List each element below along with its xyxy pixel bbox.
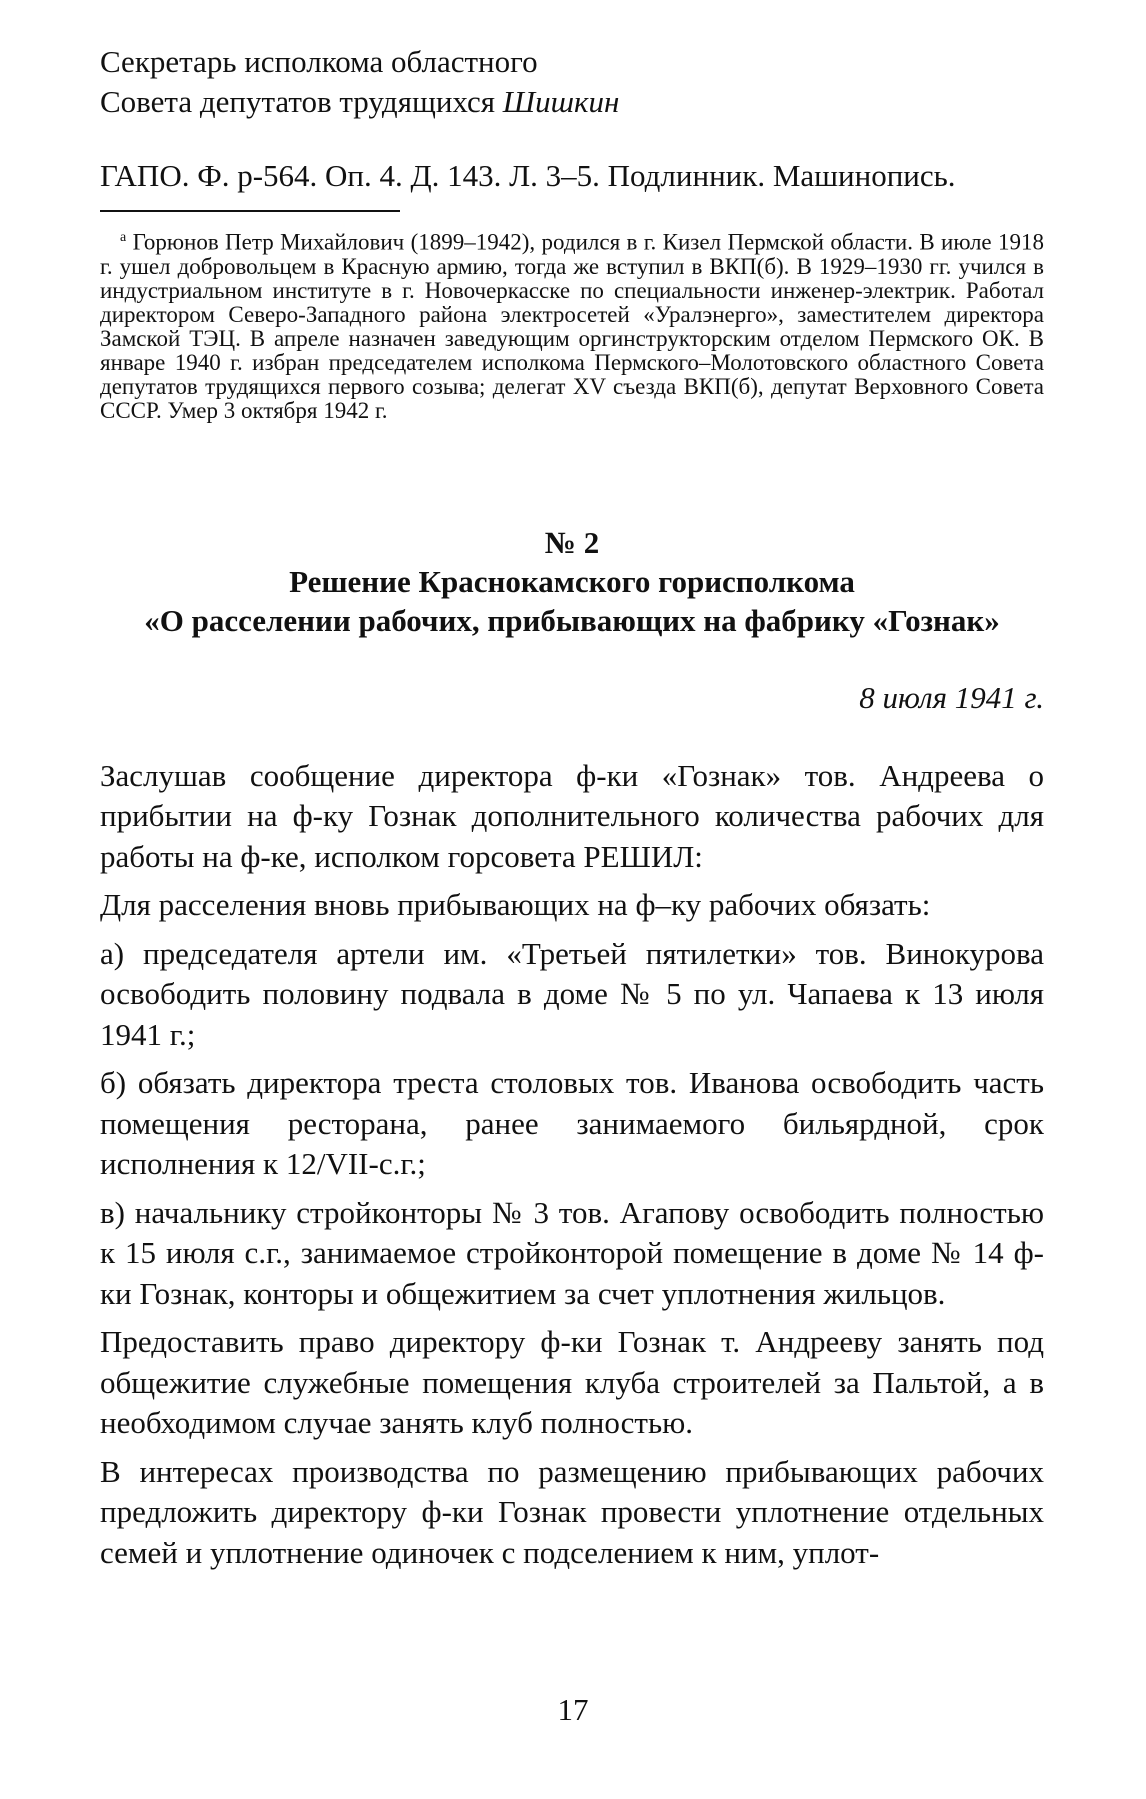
paragraph [100, 934, 1044, 1056]
paragraph [100, 885, 1044, 926]
document-title-line-2: «О расселении рабочих, прибывающих на фабрику «Гознак» [144, 602, 1000, 638]
document-title-line-1: Решение Краснокамского горисполкома [289, 563, 855, 599]
page-content [100, 42, 1044, 1573]
paragraph-text: Предоставить право директору ф-ки Гознак т. Андрееву занять под общежитие служебные помещения клуба строителей за Пальтой, а в необходимом случае занять клуб полностью. [100, 1324, 1044, 1441]
paragraph-text: б) обязать директора треста столовых тов. Иванова освободить часть помещения ресторана, ранее занимаемого бильярдной, срок исполнения к 12/VII-с.г.; [100, 1065, 1044, 1182]
signature-line-1: Секретарь исполкома областного [100, 44, 538, 79]
paragraph-text: в) начальнику стройконторы № 3 тов. Агапову освободить полностью к 15 июля с.г., занимаемое стройконторой помещение в доме № 14 ф-ки Гознак, конторы и общежитием за счет уплотнения жильцов. [100, 1194, 1044, 1311]
paragraph [100, 1193, 1044, 1315]
signature-name: Шишкин [502, 84, 620, 119]
page-number: 17 [557, 1692, 589, 1727]
paragraph-text: а) председателя артели им. «Третьей пятилетки» тов. Винокурова освободить половину подвала в доме № 5 по ул. Чапаева к 13 июля 1941 г.; [100, 935, 1044, 1052]
document-number: № 2 [544, 524, 600, 560]
archive-reference: ГАПО. Ф. р-564. Оп. 4. Д. 143. Л. 3–5. Подлинник. Машинопись. [100, 158, 956, 193]
footnote-text: Горюнов Петр Михайлович (1899–1942), родился в г. Кизел Пермской области. В июле 1918 г. ушел добровольцем в Красную армию, тогда же вступил в ВКП(б). В 1929–1930 гг. учился в индустриальном институте в г. Новочеркасске по специальности инженер-электрик. Работал директором Северо-Западного района электросетей «Уралэнерго», заместителем директора Замской ТЭЦ. В апреле назначен заведующим оргинструкторским отделом Пермского ОК. В январе 1940 г. избран председателем исполкома Пермского–Молотовского областного Совета депутатов трудящихся первого созыва; делегат XV съезда ВКП(б), депутат Верховного Совета СССР. Умер 3 октября 1942 г. [100, 229, 1044, 423]
signature-position: Совета депутатов трудящихся [100, 84, 496, 119]
paragraph [100, 1063, 1044, 1185]
paragraph-text: В интересах производства по размещению прибывающих рабочих предложить директору ф-ки Гознак провести уплотнение отдельных семей и уплотнение одиночек с подселением к ним, уплот- [100, 1453, 1044, 1570]
signature-line-2 [100, 82, 1044, 122]
footnote [100, 226, 1044, 423]
paragraph-text: Заслушав сообщение директора ф-ки «Гознак» тов. Андреева о прибытии на ф-ку Гознак дополнительного количества рабочих для работы на ф-ке, исполком горсовета РЕШИЛ: [100, 757, 1044, 874]
footnote-divider [100, 210, 400, 212]
document-body [100, 756, 1044, 1574]
paragraph-text: Для расселения вновь прибывающих на ф–ку рабочих обязать: [100, 887, 931, 923]
paragraph [100, 1322, 1044, 1444]
footnote-marker: а [120, 230, 127, 245]
paragraph [100, 1452, 1044, 1574]
document-header [100, 523, 1044, 640]
document-date: 8 июля 1941 г. [859, 679, 1044, 715]
paragraph [100, 756, 1044, 878]
